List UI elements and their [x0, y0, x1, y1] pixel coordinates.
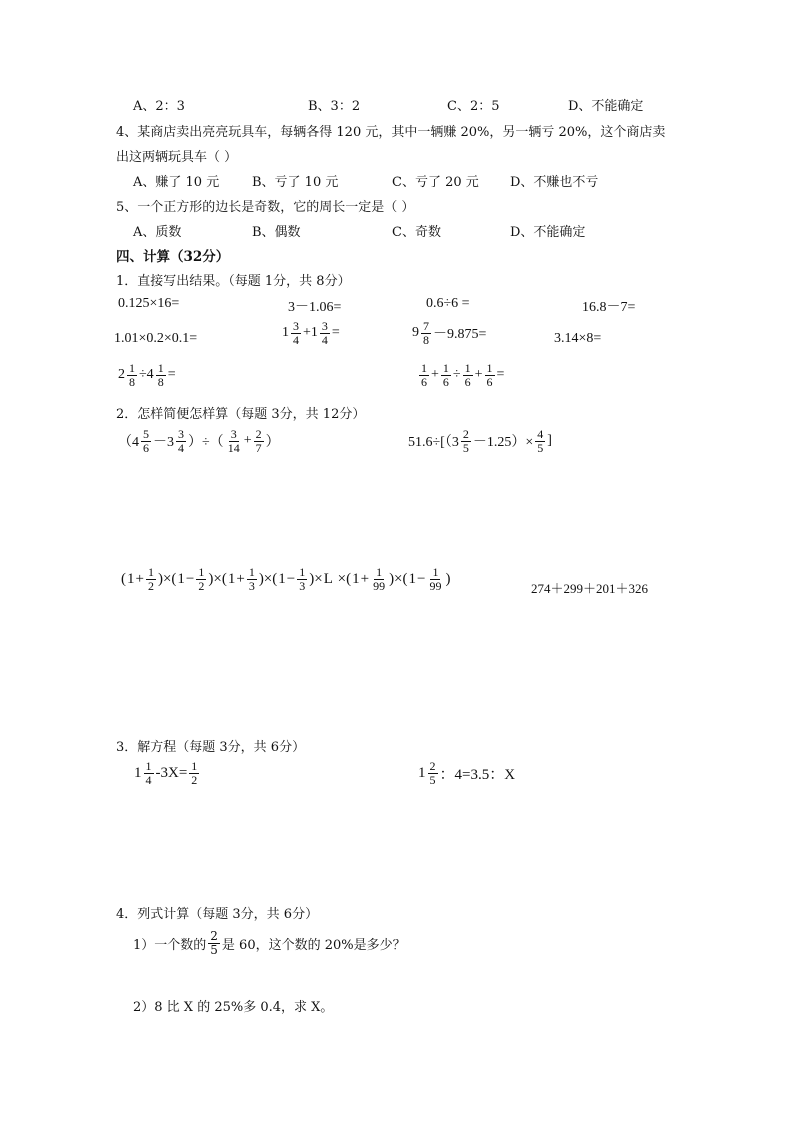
calc-2: 3－1.06=: [288, 300, 342, 315]
q3-option-d: D、不能确定: [568, 99, 644, 114]
q4-option-b: B、亏了 10 元: [252, 175, 339, 190]
calc-1: 0.125×16=: [118, 296, 180, 311]
q5-option-c: C、奇数: [392, 225, 441, 240]
q3-option-a: A、2：3: [133, 99, 185, 114]
calc-7: 9 7 8 －9.875=: [412, 319, 487, 347]
q4-option-a: A、赚了 10 元: [133, 175, 220, 190]
calc-5: 1.01×0.2×0.1=: [114, 331, 198, 346]
part3-title: 3．解方程（每题 3分，共 6分）: [116, 740, 306, 755]
calc-3: 0.6÷6 =: [426, 296, 470, 311]
q4-option-c: C、亏了 20 元: [392, 175, 479, 190]
section-heading: 四、计算（32分）: [116, 249, 230, 265]
q5-option-d: D、不能确定: [510, 225, 586, 240]
calc-10: 1 6 + $\frac{1}{6}$ ÷ $\frac{1}{6}$ + $\frac{1}{6}$ =: [421, 361, 505, 389]
simplify-1: （4 5 6 －3 3 4 ）÷（ 3 14 + $\frac{2}{7}$ ）: [118, 427, 280, 455]
simplify-2: 51.6÷[（3 2 5 －1.25）× $\frac{4}{5}$ ]: [408, 427, 552, 455]
part1-title: 1．直接写出结果。（每题 1分，共 8分）: [116, 274, 351, 289]
word-problem-1: 1）一个数的 2 5 是 60，这个数的 20%是多少？: [133, 929, 406, 957]
q4-line1: 4、某商店卖出亮亮玩具车，每辆各得 120 元，其中一辆赚 20%，另一辆亏 20%，这个商店卖: [116, 125, 666, 140]
q5-line1: 5、一个正方形的边长是奇数，它的周长一定是（ ）: [116, 200, 415, 215]
q5-option-a: A、质数: [133, 225, 182, 240]
calc-9: 2 $\frac{1}{8}$ ÷4 $\frac{1}{8}$ =: [118, 361, 176, 389]
q4-option-d: D、不赚也不亏: [510, 175, 599, 190]
word-problem-2: 2）8 比 X 的 25%多 0.4，求 X。: [133, 1000, 334, 1015]
equation-1: 1 1 4 -3X= $\frac{1}{2}$: [134, 759, 198, 787]
q4-line2: 出这两辆玩具车（ ）: [116, 150, 238, 165]
q3-option-c: C、2：5: [447, 99, 500, 114]
part4-title: 4．列式计算（每题 3分，共 6分）: [116, 907, 319, 922]
simplify-4: 274＋299＋201＋326: [531, 581, 649, 596]
q5-option-b: B、偶数: [252, 225, 301, 240]
simplify-3: ( 1 + $\frac{1}{2}$ )×( 1 − $\frac{1}{2}$ )×( 1 + $\frac{1}{3}$ )×( 1 − $\frac{1}{3}$ )× L ×( 1 + $\frac{1}{99}$ )×( 1 − $\frac{1}{99}$ ): [121, 565, 451, 593]
calc-8: 3.14×8=: [554, 331, 602, 346]
q3-option-b: B、3：2: [308, 99, 361, 114]
part2-title: 2．怎样简便怎样算（每题 3分，共 12分）: [116, 407, 366, 422]
equation-2: 1 2 5 ：4=3.5：X: [418, 759, 516, 787]
calc-4: 16.8－7=: [582, 300, 636, 315]
calc-6: 1 3 4 +1 $\frac{3}{4}$ =: [282, 319, 340, 347]
